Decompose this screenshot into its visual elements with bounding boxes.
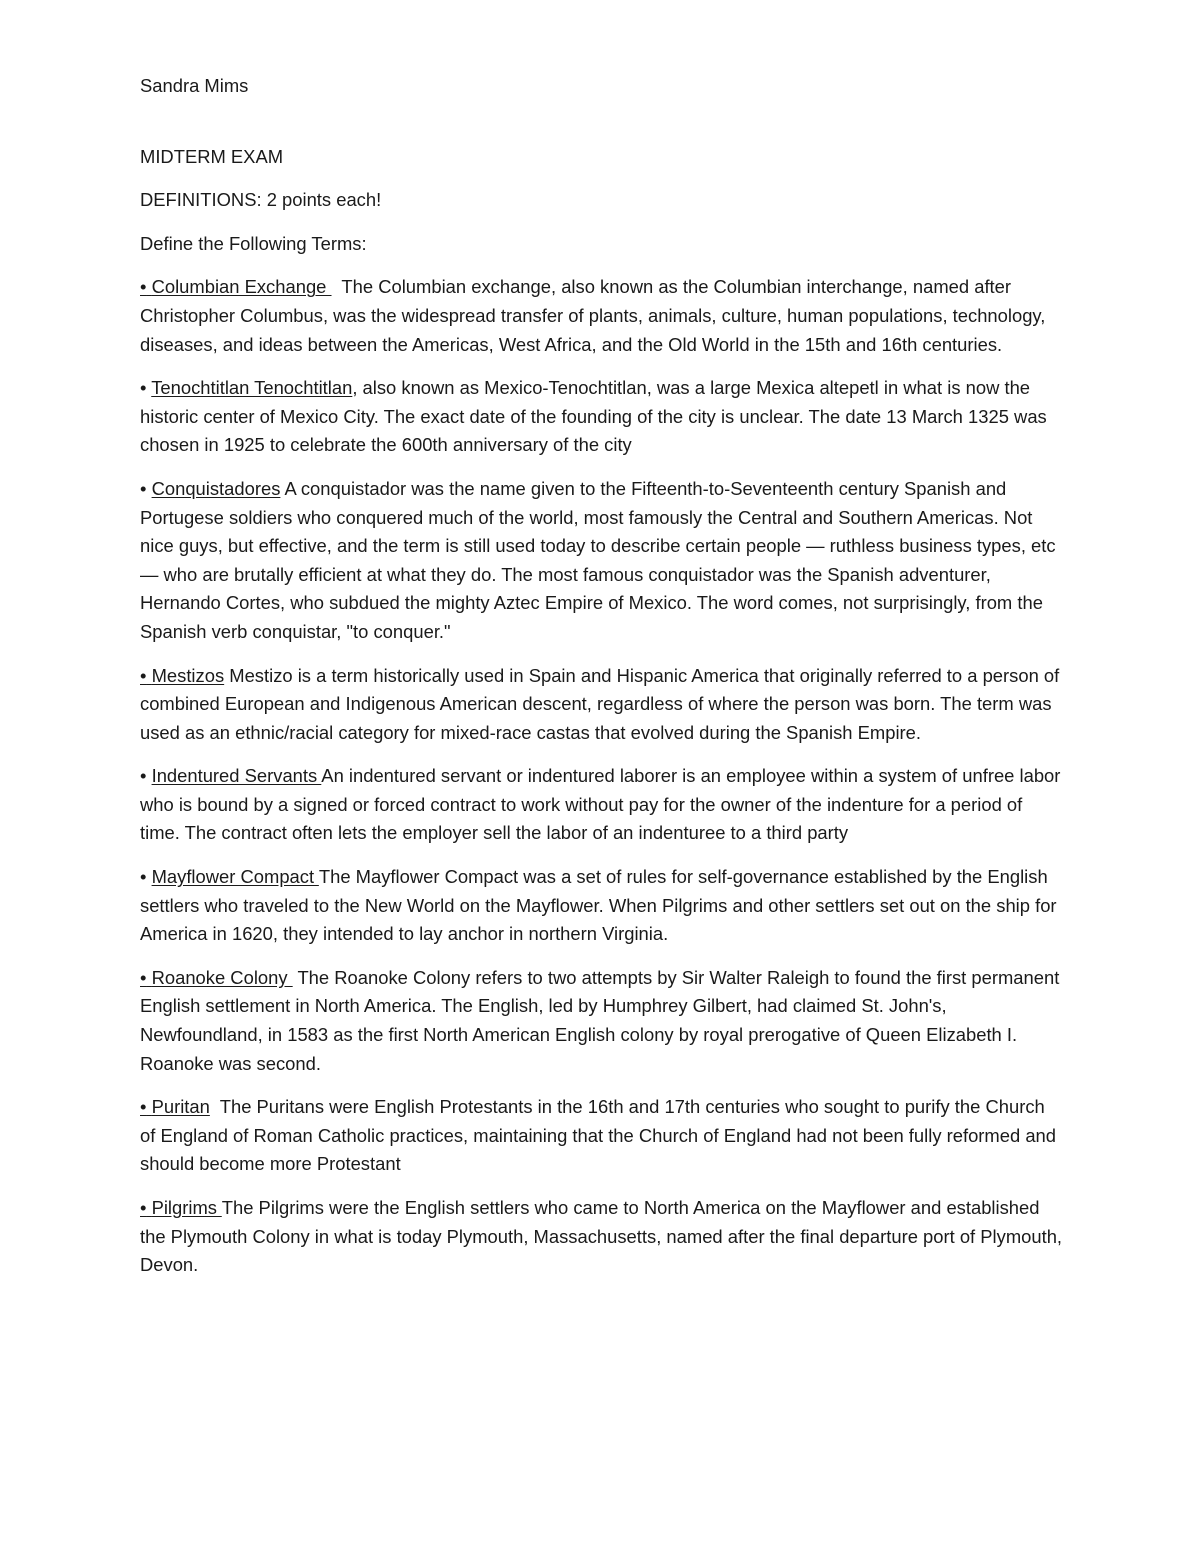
points-note: DEFINITIONS: 2 points each! <box>140 189 382 211</box>
term-entry-conquistadores <box>140 475 1065 647</box>
term-label: Indentured Servants <box>151 765 322 787</box>
bullet-icon: • <box>140 664 147 686</box>
term-label: • Mestizos <box>140 664 225 686</box>
term-label: Conquistadores <box>151 477 281 499</box>
term-entry-columbian-exchange <box>140 273 1065 359</box>
term-entry-puritan <box>140 1093 1065 1179</box>
term-definition: Mestizo is a term historically used in Spain and Hispanic America that originally referred to a person of combined European and Indigenous American descent, regardless of where the person was born. The term was used as an ethnic/racial category for mixed-race castas that evolved during the Spanish Empire. <box>140 664 1060 743</box>
term-definition: A conquistador was the name given to the Fifteenth-to-Seventeenth century Spanish and Portugese soldiers who conquered much of the world, most famously the Central and Southern Americas. Not nice guys, but effective, and the term is still used today to describe certain people — ruthless business types, etc — who are brutally efficient at what they do. The most famous conquistador was the Spanish adventurer, Hernando Cortes, who subdued the mighty Aztec Empire of Mexico. The word comes, not surprisingly, from the Spanish verb conquistar, "to conquer." <box>140 477 1056 642</box>
bullet-icon: • <box>140 1197 147 1218</box>
term-label: • Puritan <box>140 1096 210 1118</box>
term-label: • Columbian Exchange <box>140 276 332 298</box>
term-definition: The Columbian exchange, also known as the Columbian interchange, named after Christopher Columbus, was the widespread transfer of plants, animals, culture, human populations, technology, diseases, and ideas between the Americas, West Africa, and the Old World in the 15th and 16th centuries. <box>140 276 1051 355</box>
term-entry-indentured-servants <box>140 762 1065 848</box>
term-label: Tenochtitlan Tenochtitlan <box>151 377 353 399</box>
bullet-icon: • <box>140 276 147 298</box>
bullet-icon: • <box>140 477 147 499</box>
bullet-icon: • <box>140 866 147 888</box>
bullet-icon: • <box>140 377 147 399</box>
author-name: Sandra Mims <box>140 75 249 96</box>
term-definition: , also known as Mexico-Tenochtitlan, was a large Mexica altepetl in what is now the historic center of Mexico City. The exact date of the founding of the city is unclear. The date 13 March 1325 was chosen in 1925 to celebrate the 600th anniversary of the city <box>140 377 1047 456</box>
bullet-icon: • <box>140 765 147 787</box>
term-definition: The Roanoke Colony refers to two attempts by Sir Walter Raleigh to found the first permanent English settlement in North America. The English, led by Humphrey Gilbert, had claimed St. John's, Newfoundland, in 1583 as the first North American English colony by royal prerogative of Queen Elizabeth I. Roanoke was second. <box>140 966 1060 1074</box>
document-page <box>140 72 1065 1295</box>
term-entry-mayflower-compact <box>140 863 1065 949</box>
bullet-icon: • <box>140 1096 147 1118</box>
exam-title: MIDTERM EXAM <box>140 145 284 167</box>
term-definition: The Puritans were English Protestants in the 16th and 17th centuries who sought to purify the Church of England of Roman Catholic practices, maintaining that the Church of England had not been fully reformed and should become more Protestant <box>140 1096 1062 1175</box>
term-definition: An indentured servant or indentured laborer is an employee within a system of unfree labor who is bound by a signed or forced contract to work without pay for the owner of the indenture for a period of time. The contract often lets the employer sell the labor of an indenturee to a third party <box>140 765 1061 844</box>
term-definition: The Pilgrims were the English settlers who came to North America on the Mayflower and established the Plymouth Colony in what is today Plymouth, Massachusetts, named after the final departure port of Plymouth, Devon. <box>140 1197 1063 1276</box>
term-label: • Pilgrims <box>140 1197 222 1218</box>
term-entry-tenochtitlan <box>140 374 1065 460</box>
term-entry-mestizos <box>140 662 1065 748</box>
term-label: Mayflower Compact <box>151 866 319 888</box>
bullet-icon: • <box>140 966 147 988</box>
term-entry-roanoke-colony <box>140 964 1065 1078</box>
term-entry-pilgrims <box>140 1194 1065 1280</box>
term-definition: The Mayflower Compact was a set of rules for self-governance established by the English settlers who traveled to the New World on the Mayflower. When Pilgrims and other settlers set out on the ship for America in 1620, they intended to lay anchor in northern Virginia. <box>140 866 1057 945</box>
instructions: Define the Following Terms: <box>140 232 367 254</box>
term-label: • Roanoke Colony <box>140 966 293 988</box>
